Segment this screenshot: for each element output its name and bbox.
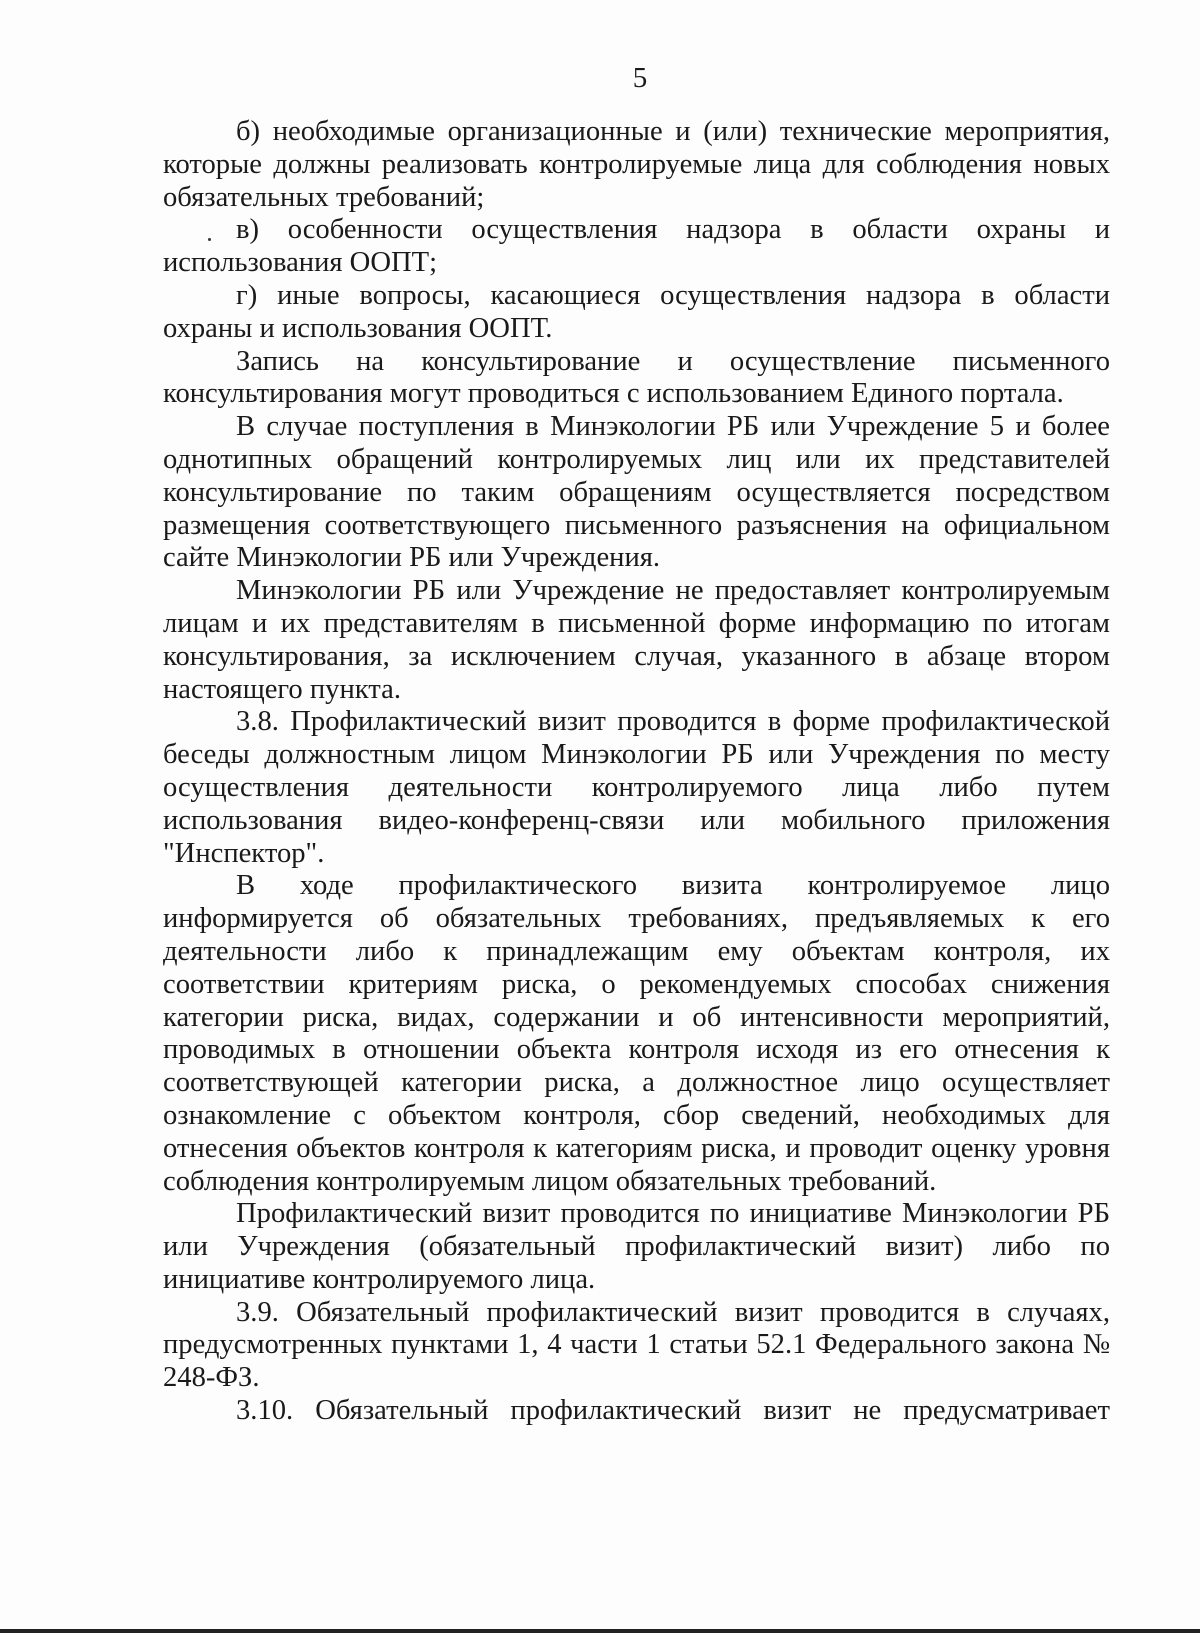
paragraph-item-b: б) необходимые организационные и (или) технические мероприятия, которые должны реализовать контролируемые лица для соблюдения новых обязательных требований;: [163, 116, 1110, 213]
scan-speck: [208, 238, 211, 241]
paragraph-similar-requests: В случае поступления в Минэкологии РБ или Учреждение 5 и более однотипных обращений контролируемых лиц или их представителей консультирование по таким обращениям осуществляется посредством размещения соответствующего письменного разъяснения на официальном сайте Минэкологии РБ или Учреждения.: [163, 411, 1110, 574]
paragraph-visit-information: В ходе профилактического визита контролируемое лицо информируется об обязательных требованиях, предъявляемых к его деятельности либо к принадлежащим ему объектам контроля, их соответствии критериям риска, о рекомендуемых способах снижения категории риска, видах, содержании и об интенсивности мероприятий, проводимых в отношении объекта контроля исходя из его отнесения к соответствующей категории риска, а должностное лицо осуществляет ознакомление с объектом контроля, сбор сведений, необходимых для отнесения объектов контроля к категориям риска, и проводит оценку уровня соблюдения контролируемым лицом обязательных требований.: [163, 870, 1110, 1197]
paragraph-item-g: г) иные вопросы, касающиеся осуществления надзора в области охраны и использования ООПТ.: [163, 279, 1110, 344]
paragraph-item-v: в) особенности осуществления надзора в области охраны и использования ООПТ;: [163, 214, 1110, 279]
paragraph-3-8: 3.8. Профилактический визит проводится в форме профилактической беседы должностным лицом Минэкологии РБ или Учреждения по месту осуществления деятельности контролируемого лица либо путем использования видео-конференц-связи или мобильного приложения "Инспектор".: [163, 706, 1110, 869]
paragraph-3-9: 3.9. Обязательный профилактический визит проводится в случаях, предусмотренных пунктами 1, 4 части 1 статьи 52.1 Федерального закона № 248-ФЗ.: [163, 1296, 1110, 1394]
document-body: [163, 116, 1110, 1428]
paragraph-visit-initiative: Профилактический визит проводится по инициативе Минэкологии РБ или Учреждения (обязательный профилактический визит) либо по инициативе контролируемого лица.: [163, 1198, 1110, 1295]
paragraph-3-10: 3.10. Обязательный профилактический визит не предусматривает: [236, 1395, 1110, 1427]
paragraph-no-written-info: Минэкологии РБ или Учреждение не предоставляет контролируемым лицам и их представителям в письменной форме информацию по итогам консультирования, за исключением случая, указанного в абзаце втором настоящего пункта.: [163, 575, 1110, 705]
scan-bottom-edge: [0, 1629, 1200, 1633]
paragraph-consultation-signup: Запись на консультирование и осуществление письменного консультирования могут проводиться с использованием Единого портала.: [163, 345, 1110, 410]
page-number: 5: [632, 62, 648, 94]
